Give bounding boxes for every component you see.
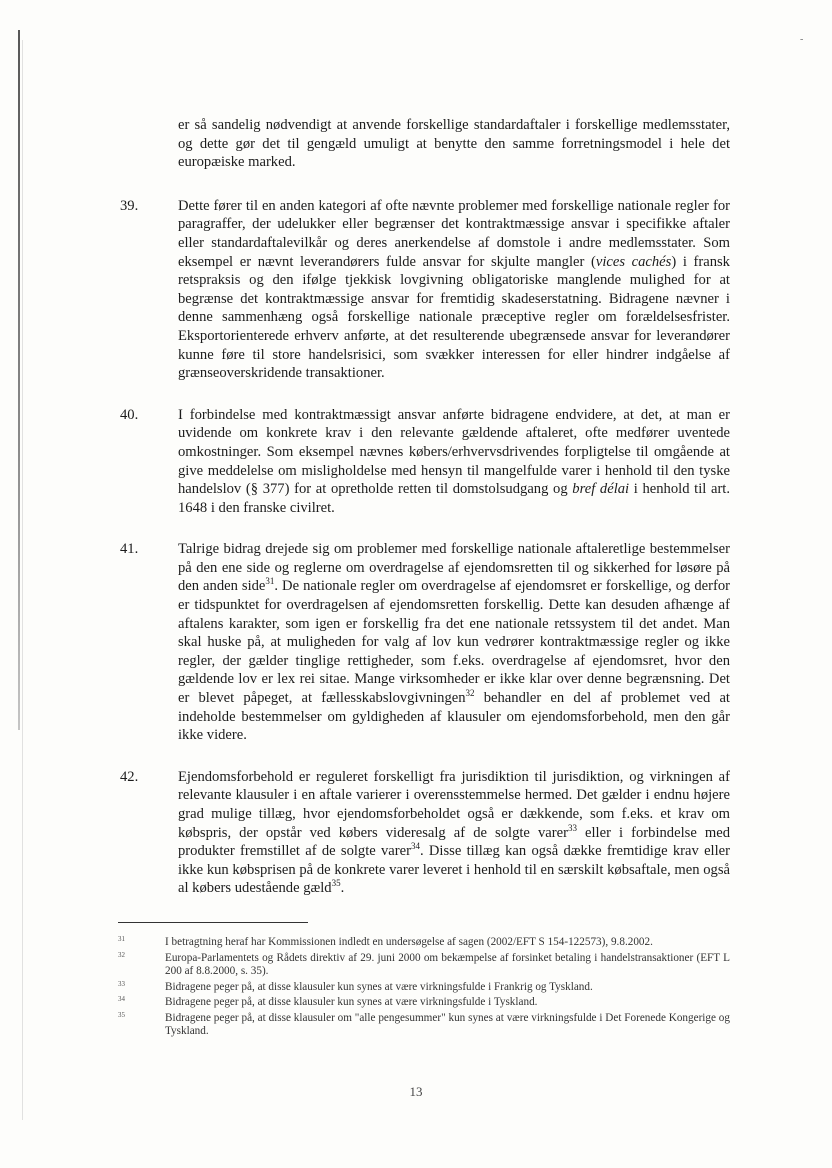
footnote [118,996,730,1010]
paragraph-number: 42. [120,768,139,785]
footnote-reference: 31 [265,576,275,587]
footnote-text: Europa-Parlamentets og Rådets direktiv af 29. juni 2000 om bekæmpelse af forsinket betaling i handelstransaktioner (EFT L 200 af 8.8.2000, s. 35). [165,951,730,977]
numbered-paragraph [118,406,730,518]
paragraph-number: 40. [120,406,139,423]
scan-edge-faint-line [22,40,23,1120]
italic-term: bref délai [572,481,630,498]
footnote [118,981,730,995]
paragraph-text [178,768,730,898]
continued-paragraph [118,116,730,172]
text-segment: ) i fransk retspraksis og den ifølge tjekkisk lovgivning obligatoriske manglende mulighed for at begrænse det kontraktmæssige ansvar for fremtidig skadeserstatning. Bidragene nævner i denne sammenhæng også forskellige nationale præceptive regler om forældelsesfrister. Eksportorienterede erhverv anførte, at det resulterende ubegrænsede ansvar for leverandører kunne føre til store handelsrisici, som svækker interessen for eller hindrer indgåelse af grænseoverskridende transaktioner. [178,253,730,382]
paragraph-text [178,197,730,383]
italic-term: vices cachés [595,253,672,270]
footnote-number: 32 [118,950,125,959]
footnote-reference: 35 [331,878,341,889]
paragraph-text [178,540,730,745]
paragraph-text [178,406,730,518]
footnote [118,952,730,979]
text-segment: . Disse tillæg kan også dække fremtidige krav eller ikke kun købsprisen på de konkrete varer leveret i henhold til en særskilt købsaftale, men også al købers udestående gæld [178,843,730,897]
text-segment: er så sandelig nødvendigt at anvende forskellige standardaftaler i forskellige medlemsstater, og dette gør det til gengæld umuligt at benytte den samme forretningsmodel i hele det europæiske marked. [178,117,730,171]
footnote [118,936,730,950]
footnote-reference: 32 [465,688,475,699]
paragraph-number: 39. [120,197,139,214]
footnote-number: 35 [118,1010,125,1019]
text-segment: Dette fører til en anden kategori af ofte nævnte problemer med forskellige nationale regler for paragraffer, der udelukker eller begrænser det kontraktmæssige ansvar i specifikke aftaler eller standardaftalevilkår og deres anerkendelse af domstole i andre medlemsstater. Som eksempel er nævnt leverandørers fulde ansvar for skjulte mangler ( [178,197,730,270]
text-segment: I forbindelse med kontraktmæssigt ansvar anførte bidragene endvidere, at det, at man er uvidende om konkrete krav i den relevante gældende aftaleret, ofte medfører uventede omkostninger. Som eksempel nævnes købers/erhvervsdrivendes forpligtelse til omgående at give meddelelse om misligholdelse med hensyn til mangelfulde varer i henhold til den tyske handelslov (§ 377) for at opretholde retten til domstolsudgang og [178,406,730,498]
text-segment: . De nationale regler om overdragelse af ejendomsret er forskellige, og derfor er tidspunktet for overdragelsen af ejendomsretten forskellig. Dette kan desuden afhænge af aftalens karakter, som igen er forskellig fra det ene nationale retssystem til det andet. Man skal huske på, at muligheden for valg af lov kun vedrører kontraktmæssige regler og ikke regler, der gælder tinglige rettigheder, som f.eks. overdragelse af ejendomsret, hvor den gældende lov er lex rei sitae. Mange virksomheder er ikke klar over denne begrænsning. Det er blevet påpeget, at fællesskabslovgivningen [178,578,730,707]
paragraph-number: 41. [120,541,139,558]
text-segment: eller i forbindelse med produkter fremstillet af de solgte varer [178,824,730,860]
text-segment: . [340,880,345,897]
footnote [118,1012,730,1039]
paragraph-text [178,116,730,172]
scan-edge-line [18,30,20,730]
footnote-number: 33 [118,979,125,988]
scan-speck: - [800,34,804,45]
footnote-text: Bidragene peger på, at disse klausuler om "alle pengesummer" kun synes at være virkningsfulde i Det Forenede Kongerige og Tyskland. [165,1011,730,1037]
footnote-text: Bidragene peger på, at disse klausuler kun synes at være virkningsfulde i Frankrig og Tyskland. [165,980,593,993]
text-segment: Ejendomsforbehold er reguleret forskelligt fra jurisdiktion til jurisdiktion, og virkningen af relevante klausuler i en aftale varierer i overensstemmelse hermed. Det gælder i endnu højere grad mulige tillæg, hvor ejendomsforbeholdet også er dækkende, som f.eks. et krav om købspris, der opstår ved købers videresalg af de solgte varer [178,768,730,841]
footnote-number: 34 [118,995,125,1003]
footnote-separator [118,922,308,923]
footnote-reference: 33 [567,822,577,833]
numbered-paragraph [118,540,730,745]
numbered-paragraph [118,768,730,898]
footnote-text: I betragtning heraf har Kommissionen indledt en undersøgelse af sagen (2002/EFT S 154-122573), 9.8.2002. [165,936,653,948]
text-segment: behandler en del af problemet ved at indeholde bestemmelser om gyldigheden af klausuler om ejendomsforbehold, men den går ikke videre. [178,690,730,744]
footnote-reference: 34 [410,841,420,852]
text-segment: Talrige bidrag drejede sig om problemer med forskellige nationale aftaleretlige bestemmelser på den ene side og reglerne om overdragelse af ejendomsretten til og sikkerhed for løsøre på den anden side [178,541,730,595]
numbered-paragraph [118,197,730,383]
text-segment: i henhold til art. 1648 i den franske civilret. [178,481,731,516]
page-number: 13 [409,1084,423,1099]
footnotes-section [118,936,730,1041]
footnote-text: Bidragene peger på, at disse klausuler kun synes at være virkningsfulde i Tyskland. [165,996,538,1008]
footnote-number: 31 [118,935,125,943]
document-body [118,116,730,921]
